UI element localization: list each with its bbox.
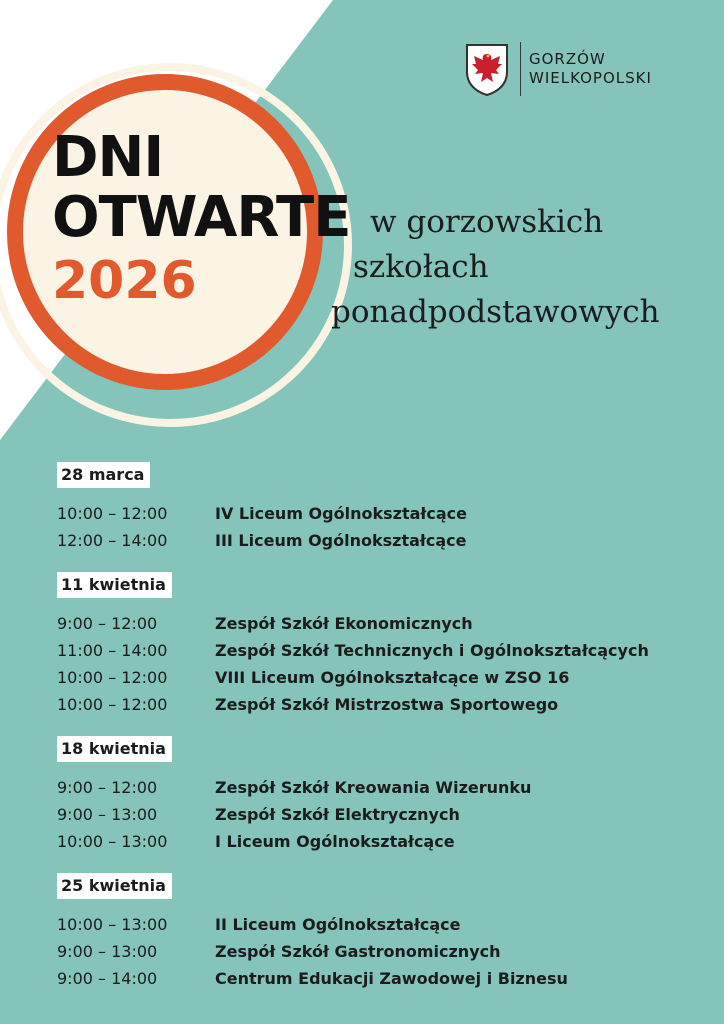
schedule-entry xyxy=(57,801,697,828)
subtitle-line1: w gorzowskich xyxy=(370,204,604,240)
date-label: 25 kwietnia xyxy=(57,873,172,899)
day-block xyxy=(57,572,697,718)
schedule-entry xyxy=(57,691,697,718)
entry-school: IV Liceum Ogólnokształcące xyxy=(215,504,467,523)
entry-time: 10:00 – 12:00 xyxy=(57,504,168,523)
entry-time: 10:00 – 12:00 xyxy=(57,668,168,687)
entry-school: Zespół Szkół Mistrzostwa Sportowego xyxy=(215,695,559,714)
entry-time: 10:00 – 12:00 xyxy=(57,695,168,714)
eagle-crest-icon xyxy=(464,42,510,96)
day-block xyxy=(57,736,697,855)
subtitle-line2: szkołach xyxy=(353,249,489,285)
schedule-entry xyxy=(57,828,697,855)
entry-school: Zespół Szkół Gastronomicznych xyxy=(215,942,501,961)
entry-school: Zespół Szkół Ekonomicznych xyxy=(215,614,473,633)
schedule-entry xyxy=(57,774,697,801)
title-line2: OTWARTE xyxy=(52,185,351,250)
entry-school: Zespół Szkół Technicznych i Ogólnokształcących xyxy=(215,641,649,660)
date-label: 18 kwietnia xyxy=(57,736,172,762)
entry-school: VIII Liceum Ogólnokształcące w ZSO 16 xyxy=(215,668,570,687)
date-label: 28 marca xyxy=(57,462,150,488)
day-block xyxy=(57,873,697,992)
schedule-entry xyxy=(57,527,697,554)
entry-time: 10:00 – 13:00 xyxy=(57,832,168,851)
entry-time: 9:00 – 13:00 xyxy=(57,805,158,824)
entry-time: 10:00 – 13:00 xyxy=(57,915,168,934)
city-name-line1: GORZÓW xyxy=(529,50,606,68)
entry-time: 11:00 – 14:00 xyxy=(57,641,168,660)
title-line1: DNI xyxy=(52,125,164,190)
schedule-entry xyxy=(57,610,697,637)
schedule xyxy=(57,462,697,1010)
entry-time: 9:00 – 12:00 xyxy=(57,778,158,797)
schedule-entry xyxy=(57,911,697,938)
entry-school: II Liceum Ogólnokształcące xyxy=(215,915,461,934)
entry-time: 12:00 – 14:00 xyxy=(57,531,168,550)
schedule-entry xyxy=(57,664,697,691)
entry-school: Centrum Edukacji Zawodowej i Biznesu xyxy=(215,969,568,988)
schedule-entry xyxy=(57,938,697,965)
entry-school: Zespół Szkół Kreowania Wizerunku xyxy=(215,778,532,797)
entry-time: 9:00 – 14:00 xyxy=(57,969,158,988)
city-name xyxy=(529,50,652,88)
day-block xyxy=(57,462,697,554)
entry-time: 9:00 – 12:00 xyxy=(57,614,158,633)
city-name-line2: WIELKOPOLSKI xyxy=(529,69,652,87)
schedule-entry xyxy=(57,637,697,664)
date-label: 11 kwietnia xyxy=(57,572,172,598)
schedule-entry xyxy=(57,500,697,527)
title-year: 2026 xyxy=(52,251,197,311)
entry-school: III Liceum Ogólnokształcące xyxy=(215,531,467,550)
entry-time: 9:00 – 13:00 xyxy=(57,942,158,961)
entry-school: I Liceum Ogólnokształcące xyxy=(215,832,455,851)
schedule-entry xyxy=(57,965,697,992)
city-logo xyxy=(464,42,652,96)
logo-divider xyxy=(520,42,521,96)
subtitle-line3: ponadpodstawowych xyxy=(331,294,660,330)
entry-school: Zespół Szkół Elektrycznych xyxy=(215,805,460,824)
